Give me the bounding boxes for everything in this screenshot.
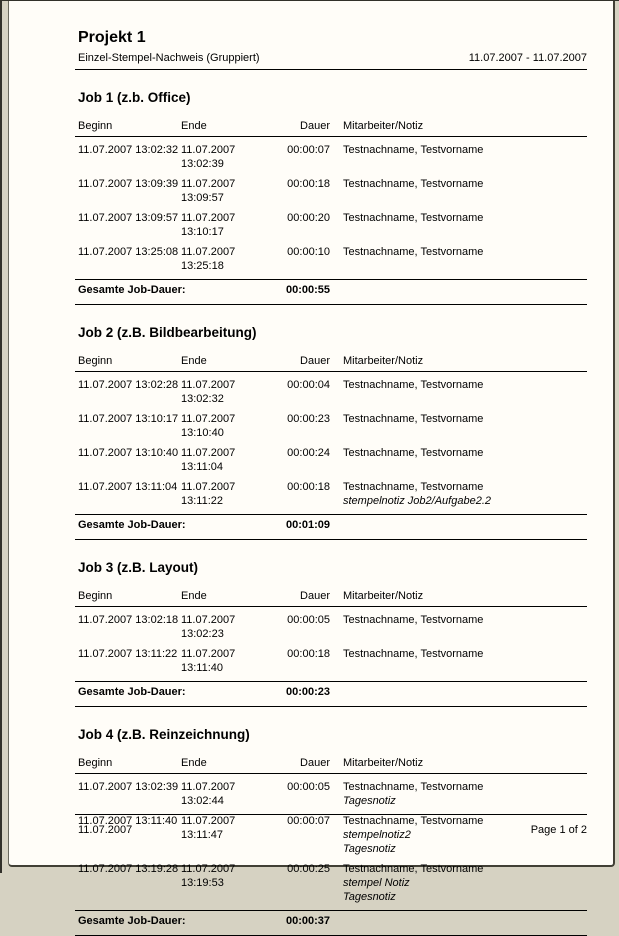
job-heading: Job 2 (z.B. Bildbearbeitung) xyxy=(78,325,257,340)
job-section xyxy=(75,560,587,707)
table-row xyxy=(75,613,587,641)
table-header-row xyxy=(75,120,587,132)
page-title: Projekt 1 xyxy=(78,29,146,46)
cell-ende: 11.07.2007 13:02:44 xyxy=(181,781,236,807)
column-header-dauer: Dauer xyxy=(300,355,330,367)
mitarbeiter-name: Testnachname, Testvorname xyxy=(343,246,484,258)
table-total-divider-bottom xyxy=(75,539,587,540)
job-total-label: Gesamte Job-Dauer: xyxy=(78,284,186,296)
table-row xyxy=(75,378,587,406)
cell-beginn: 11.07.2007 13:10:40 xyxy=(78,447,179,459)
mitarbeiter-name: Testnachname, Testvorname xyxy=(343,863,484,875)
cell-dauer: 00:00:18 xyxy=(287,648,330,660)
column-header-mitarbeiter-notiz: Mitarbeiter/Notiz xyxy=(343,355,424,367)
note-line: Tagesnotiz xyxy=(343,891,396,903)
cell-dauer: 00:00:23 xyxy=(287,413,330,425)
table-header-row xyxy=(75,355,587,367)
cell-dauer: 00:00:07 xyxy=(287,815,330,827)
report-subtitle: Einzel-Stempel-Nachweis (Gruppiert) xyxy=(78,52,260,64)
mitarbeiter-name: Testnachname, Testvorname xyxy=(343,413,484,425)
job-total-row xyxy=(75,682,587,702)
cell-dauer: 00:00:10 xyxy=(287,246,330,258)
column-header-beginn: Beginn xyxy=(78,757,113,769)
cell-mitarbeiter-notiz xyxy=(330,780,587,808)
cell-beginn: 11.07.2007 13:02:18 xyxy=(78,614,179,626)
job-rows xyxy=(75,378,587,508)
cell-dauer: 00:00:24 xyxy=(287,447,330,459)
note-line: Tagesnotiz xyxy=(343,795,396,807)
column-header-ende: Ende xyxy=(181,590,207,602)
cell-mitarbeiter-notiz xyxy=(330,143,587,171)
cell-beginn: 11.07.2007 13:11:22 xyxy=(78,648,178,660)
table-row xyxy=(75,412,587,440)
cell-mitarbeiter-notiz xyxy=(330,862,587,904)
job-heading: Job 1 (z.b. Office) xyxy=(78,90,191,105)
table-total-divider-bottom xyxy=(75,304,587,305)
column-header-dauer: Dauer xyxy=(300,757,330,769)
job-total-row xyxy=(75,280,587,300)
cell-ende: 11.07.2007 13:02:32 xyxy=(181,379,236,405)
mitarbeiter-name: Testnachname, Testvorname xyxy=(343,144,484,156)
mitarbeiter-name: Testnachname, Testvorname xyxy=(343,379,484,391)
window-edge-left xyxy=(0,0,2,873)
cell-dauer: 00:00:20 xyxy=(287,212,330,224)
cell-beginn: 11.07.2007 13:02:32 xyxy=(78,144,179,156)
cell-ende: 11.07.2007 13:25:18 xyxy=(181,246,236,272)
table-header-divider xyxy=(75,371,587,372)
mitarbeiter-name: Testnachname, Testvorname xyxy=(343,781,484,793)
mitarbeiter-name: Testnachname, Testvorname xyxy=(343,614,484,626)
mitarbeiter-name: Testnachname, Testvorname xyxy=(343,212,484,224)
cell-dauer: 00:00:05 xyxy=(287,781,330,793)
table-header-divider xyxy=(75,136,587,137)
table-row xyxy=(75,177,587,205)
column-header-mitarbeiter-notiz: Mitarbeiter/Notiz xyxy=(343,120,424,132)
cell-dauer: 00:00:07 xyxy=(287,144,330,156)
cell-beginn: 11.07.2007 13:25:08 xyxy=(78,246,179,258)
cell-mitarbeiter-notiz xyxy=(330,378,587,406)
cell-mitarbeiter-notiz xyxy=(330,211,587,239)
table-row xyxy=(75,862,587,904)
cell-dauer: 00:00:18 xyxy=(287,481,330,493)
report-page xyxy=(8,1,615,927)
cell-dauer: 00:00:25 xyxy=(287,863,330,875)
cell-dauer: 00:00:05 xyxy=(287,614,330,626)
job-heading: Job 4 (z.B. Reinzeichnung) xyxy=(78,727,250,742)
cell-mitarbeiter-notiz xyxy=(330,480,587,508)
cell-mitarbeiter-notiz xyxy=(330,446,587,474)
job-rows xyxy=(75,143,587,273)
table-row xyxy=(75,480,587,508)
column-header-beginn: Beginn xyxy=(78,355,113,367)
footer-divider xyxy=(75,814,587,815)
job-section xyxy=(75,90,587,305)
cell-mitarbeiter-notiz xyxy=(330,245,587,273)
note-line: stempelnotiz Job2/Aufgabe2.2 xyxy=(343,495,491,507)
column-header-mitarbeiter-notiz: Mitarbeiter/Notiz xyxy=(343,590,424,602)
mitarbeiter-name: Testnachname, Testvorname xyxy=(343,648,484,660)
column-header-beginn: Beginn xyxy=(78,590,113,602)
window-edge-top xyxy=(0,0,619,1)
table-row xyxy=(75,780,587,808)
note-line: Tagesnotiz xyxy=(343,843,396,855)
table-row xyxy=(75,647,587,675)
cell-ende: 11.07.2007 13:11:47 xyxy=(181,815,236,841)
cell-ende: 11.07.2007 13:10:40 xyxy=(181,413,236,439)
cell-ende: 11.07.2007 13:11:22 xyxy=(181,481,236,507)
column-header-mitarbeiter-notiz: Mitarbeiter/Notiz xyxy=(343,757,424,769)
cell-ende: 11.07.2007 13:02:23 xyxy=(181,614,236,640)
cell-ende: 11.07.2007 13:11:40 xyxy=(181,648,236,674)
cell-beginn: 11.07.2007 13:02:28 xyxy=(78,379,179,391)
note-line: stempelnotiz2 xyxy=(343,829,411,841)
job-total-row xyxy=(75,911,587,931)
column-header-ende: Ende xyxy=(181,757,207,769)
cell-beginn: 11.07.2007 13:19:28 xyxy=(78,863,179,875)
table-row xyxy=(75,446,587,474)
mitarbeiter-name: Testnachname, Testvorname xyxy=(343,178,484,190)
job-total-label: Gesamte Job-Dauer: xyxy=(78,915,186,927)
cell-beginn: 11.07.2007 13:11:40 xyxy=(78,815,178,827)
cell-ende: 11.07.2007 13:09:57 xyxy=(181,178,236,204)
job-heading: Job 3 (z.B. Layout) xyxy=(78,560,199,575)
report-header-row xyxy=(75,52,587,65)
cell-mitarbeiter-notiz xyxy=(330,412,587,440)
column-header-beginn: Beginn xyxy=(78,120,113,132)
table-header-divider xyxy=(75,773,587,774)
report-footer xyxy=(75,814,587,837)
table-row xyxy=(75,211,587,239)
footer-page-number: Page 1 of 2 xyxy=(530,824,587,836)
job-section xyxy=(75,325,587,540)
cell-ende: 11.07.2007 13:11:04 xyxy=(181,447,236,473)
note-line: stempel Notiz xyxy=(343,877,410,889)
table-header-divider xyxy=(75,606,587,607)
job-total-value: 00:00:37 xyxy=(285,915,330,927)
cell-beginn: 11.07.2007 13:10:17 xyxy=(78,413,179,425)
cell-mitarbeiter-notiz xyxy=(330,613,587,641)
job-rows xyxy=(75,780,587,904)
cell-ende: 11.07.2007 13:10:17 xyxy=(181,212,236,238)
column-header-ende: Ende xyxy=(181,355,207,367)
report-date-range: 11.07.2007 - 11.07.2007 xyxy=(468,52,587,64)
cell-beginn: 11.07.2007 13:11:04 xyxy=(78,481,178,493)
cell-mitarbeiter-notiz xyxy=(330,647,587,675)
table-header-row xyxy=(75,590,587,602)
mitarbeiter-name: Testnachname, Testvorname xyxy=(343,815,484,827)
cell-beginn: 11.07.2007 13:09:57 xyxy=(78,212,179,224)
table-total-divider-bottom xyxy=(75,706,587,707)
mitarbeiter-name: Testnachname, Testvorname xyxy=(343,447,484,459)
job-total-value: 00:00:23 xyxy=(285,686,330,698)
cell-beginn: 11.07.2007 13:09:39 xyxy=(78,178,179,190)
column-header-dauer: Dauer xyxy=(300,120,330,132)
job-total-label: Gesamte Job-Dauer: xyxy=(78,686,186,698)
column-header-ende: Ende xyxy=(181,120,207,132)
jobs-container xyxy=(75,90,587,936)
cell-beginn: 11.07.2007 13:02:39 xyxy=(78,781,179,793)
job-rows xyxy=(75,613,587,675)
header-divider xyxy=(75,69,587,70)
cell-dauer: 00:00:18 xyxy=(287,178,330,190)
job-total-value: 00:00:55 xyxy=(285,284,330,296)
cell-ende: 11.07.2007 13:02:39 xyxy=(181,144,236,170)
column-header-dauer: Dauer xyxy=(300,590,330,602)
cell-ende: 11.07.2007 13:19:53 xyxy=(181,863,236,889)
job-total-value: 00:01:09 xyxy=(285,519,330,531)
cell-dauer: 00:00:04 xyxy=(287,379,330,391)
job-total-label: Gesamte Job-Dauer: xyxy=(78,519,186,531)
table-row xyxy=(75,143,587,171)
footer-row xyxy=(75,824,587,837)
cell-mitarbeiter-notiz xyxy=(330,177,587,205)
report-content xyxy=(75,1,587,936)
job-total-row xyxy=(75,515,587,535)
table-row xyxy=(75,245,587,273)
table-header-row xyxy=(75,757,587,769)
mitarbeiter-name: Testnachname, Testvorname xyxy=(343,481,484,493)
footer-date: 11.07.2007 xyxy=(78,824,133,836)
